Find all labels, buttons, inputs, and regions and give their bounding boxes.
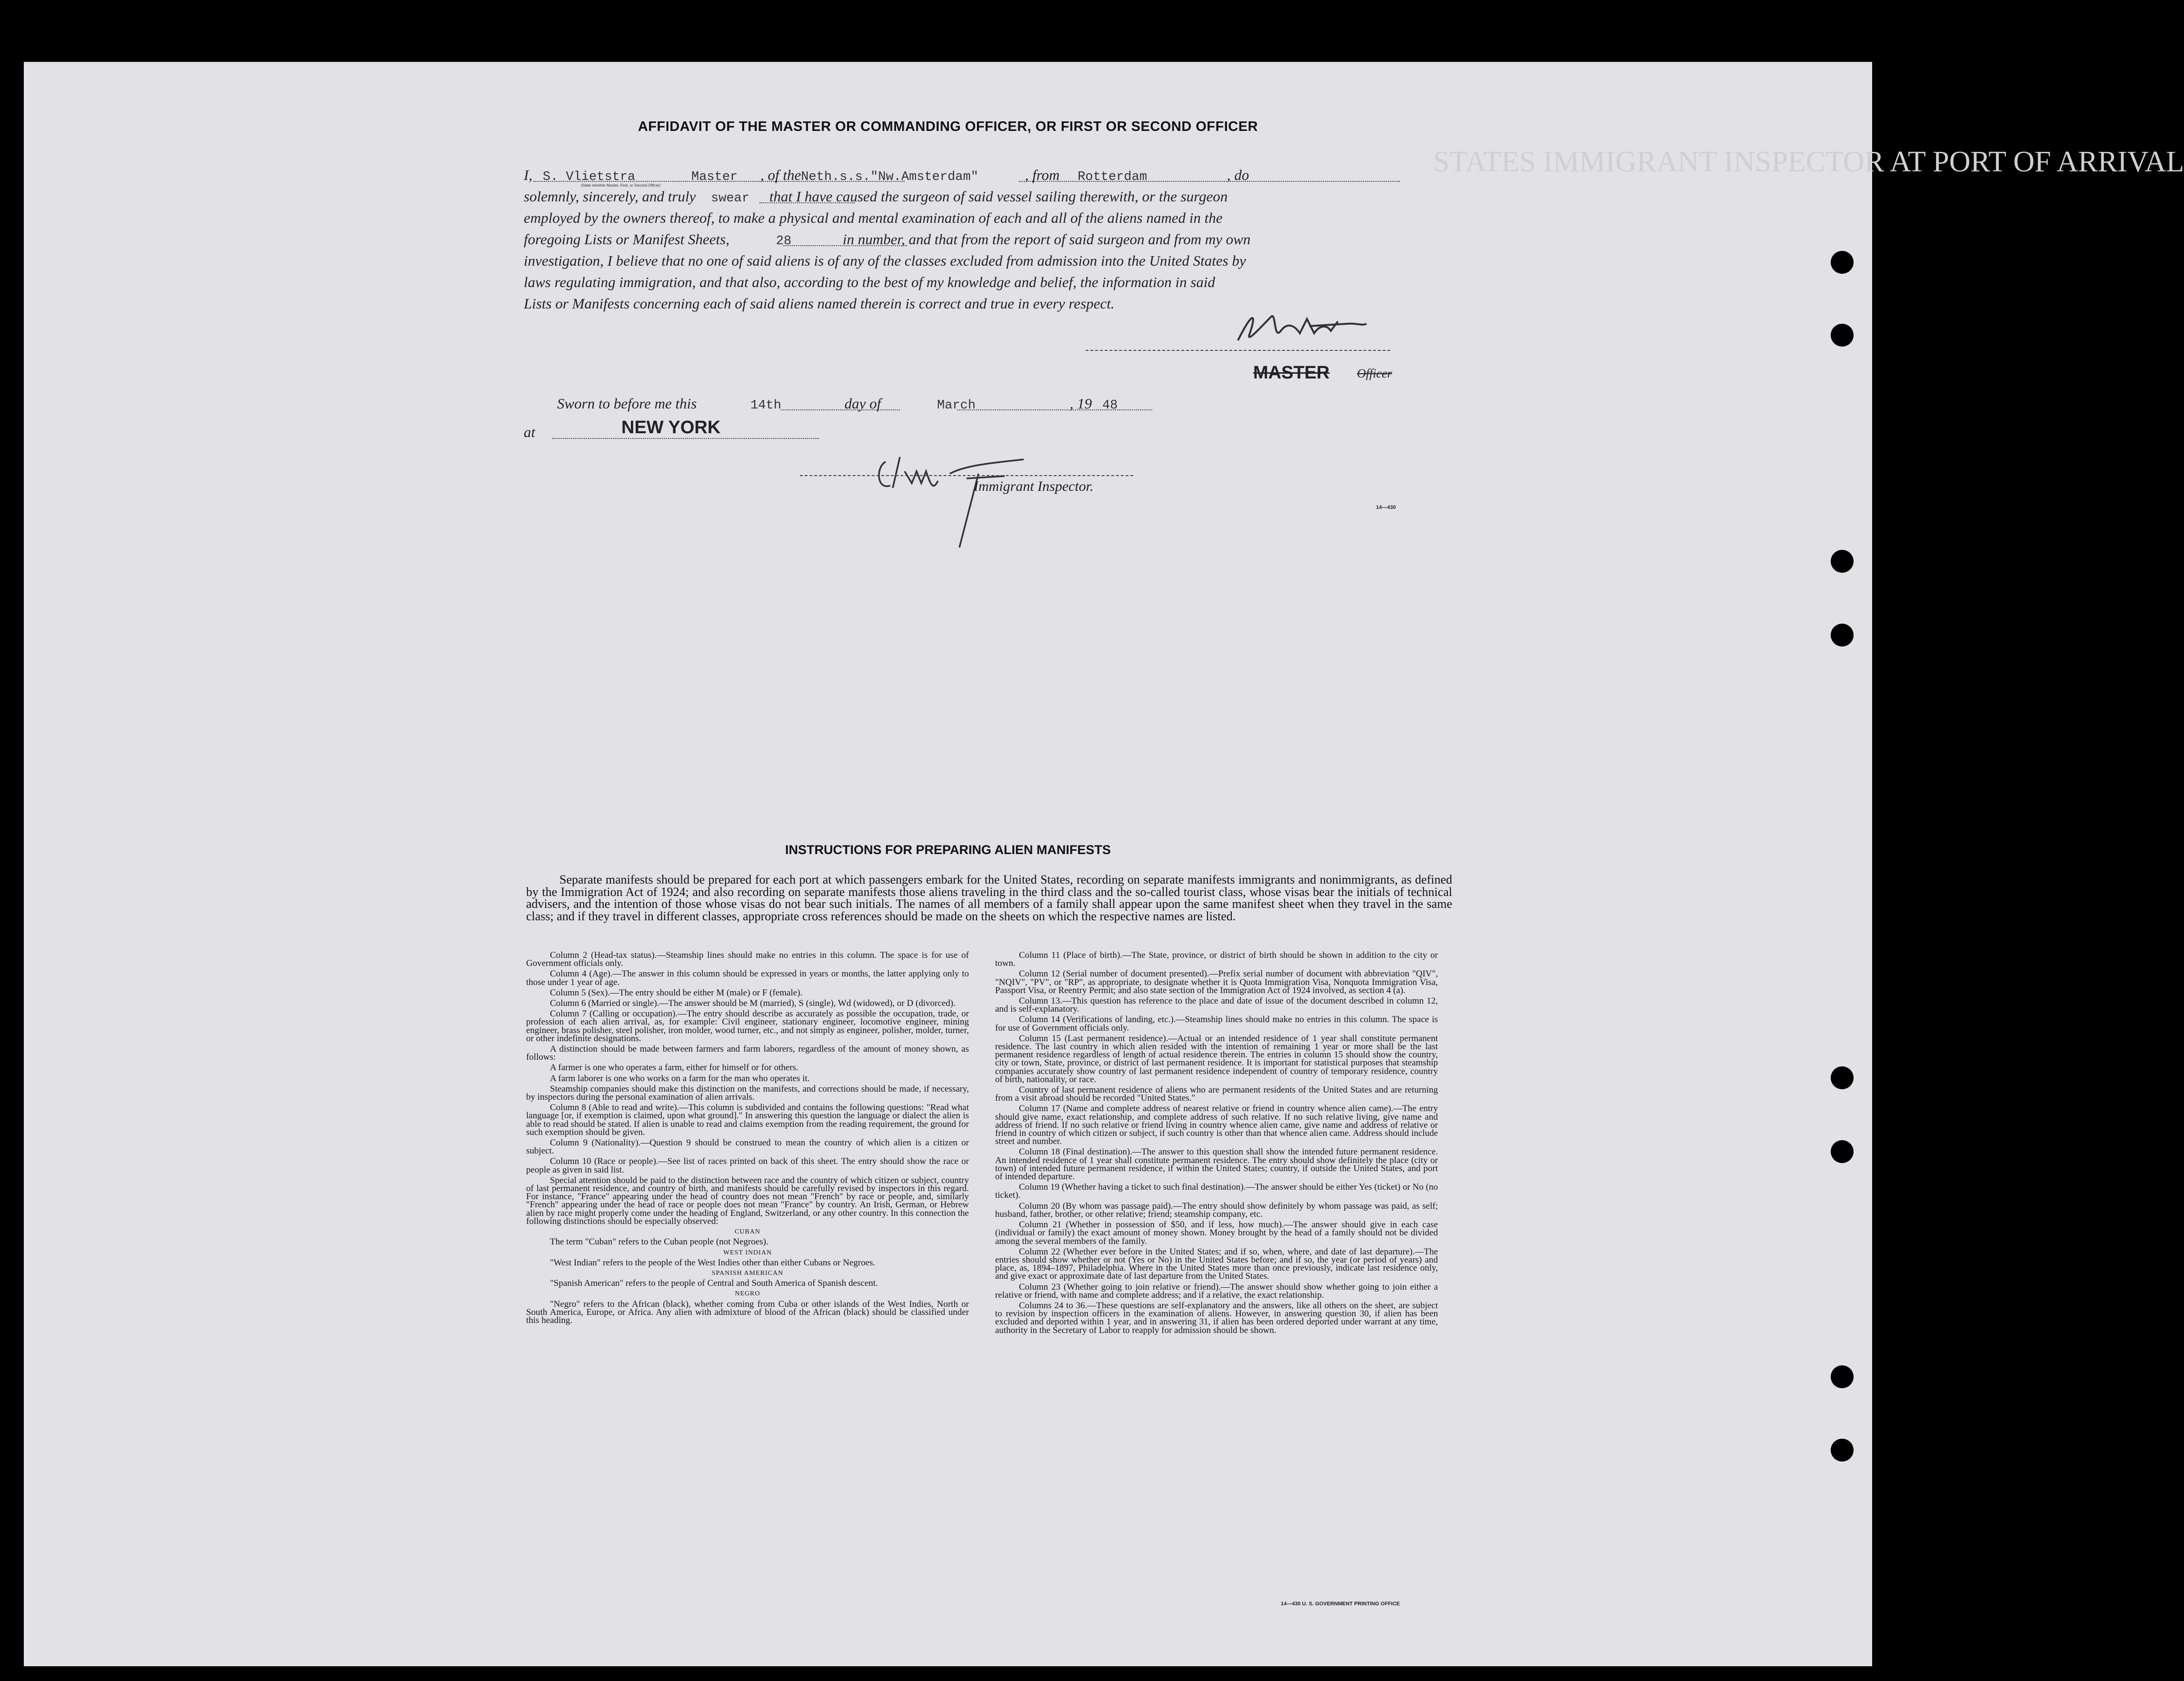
affidavit-line-7: Lists or Manifests concerning each of said aliens named therein is correct and true in every respect. [524,295,1115,312]
instruction-paragraph: Steamship companies should make this distinction on the manifests, and corrections should be made, if necessary, by inspectors during the personal examination of alien arrivals. [526,1084,969,1103]
instruction-paragraph: Column 19 (Whether having a ticket to such final destination).—The answer should be either Yes (ticket) or No (no ticket). [995,1182,1438,1201]
sworn-year: 48 [1102,398,1118,413]
i-label: I, [524,167,533,183]
instruction-paragraph: A distinction should be made between farmers and farm laborers, regardless of the amount of money shown, as follows: [526,1044,969,1063]
sworn-text: Sworn to before me this [557,395,697,412]
master-signature [1224,307,1414,350]
instruction-paragraph: Column 20 (By whom was passage paid).—The entry should show definitely by whom passage was paid, as self; husband, father, brother, or other relative; friend; steamship company, etc. [995,1201,1438,1219]
instruction-paragraph: A farm laborer is one who works on a farm for the man who operates it. [550,1073,810,1084]
inspector-signature [867,438,1076,552]
instruction-paragraph: Column 17 (Name and complete address of nearest relative or friend in country whence alien came).—The entry should give name, exact relationship, and complete address of such relative. If no such relative living, give name and address of friend. If no such relative or friend living in country whence alien came, give name and address of relative or friend in country of which citizen or subject, if such country is other than that whence alien came. Address should include street and number. [995,1104,1438,1147]
oath-word: swear [711,191,750,206]
section-heading: NEGRO [735,1290,760,1298]
form-number: 14—430 [1376,505,1396,510]
instruction-paragraph: Column 2 (Head-tax status).—Steamship lines should make no entries in this column. The space is for use of Government officials only. [526,950,969,969]
punch-hole [1831,324,1854,347]
affidavit-line-3: employed by the owners thereof, to make a physical and mental examination of each and all of the aliens named in the [524,209,1223,226]
affidavit-line-4 [524,231,1452,249]
instruction-paragraph: Column 5 (Sex).—The entry should be either M (male) or F (female). [550,987,803,998]
sworn-month: March [937,398,976,413]
manifest-back-sheet [24,62,2184,1666]
instruction-paragraph: Column 10 (Race or people).—See list of races printed on back of this sheet. The entry should show the race or people as given in said list. [526,1156,969,1175]
instruction-paragraph: Column 11 (Place of birth).—The State, province, or district of birth should be shown in addition to the city or town. [995,950,1438,969]
instruction-paragraph: A farmer is one who operates a farm, either for himself or for others. [550,1063,798,1073]
at-label: at [524,424,536,440]
punch-hole [1831,624,1854,647]
officer-struck: Officer [1357,367,1392,380]
signature-strokes [1224,307,1414,350]
instruction-paragraph: Column 18 (Final destination).—The answer to this question shall show the intended future permanent residence. An intended residence of 1 year shall constitute permanent residence. The entry should show definitely the place (city or town) of intended future permanent residence, if within the United States; country, if outside the United States, and port of intended departure. [995,1147,1438,1182]
officer-name: S. Vlietstra [542,170,636,184]
count-blank [783,245,907,246]
sworn-day: 14th [750,398,781,413]
punch-hole [1831,1140,1854,1163]
instruction-paragraph: Column 14 (Verifications of landing, etc.).—Steamship lines should make no entries in this column. The space is for use of Government officials only. [995,1015,1438,1033]
vessel-name: Neth.s.s."Nw.Amsterdam" [801,170,978,184]
oath-blank [759,202,855,203]
port-blank [1019,181,1400,182]
instruction-paragraph: Column 12 (Serial number of document presented).—Prefix serial number of document with abbreviation "QIV", "NQIV", "PV", or "RP", as appropriate, to designate whether it is Quota Immigration Visa, Nonquota Immigration Visa, Passport Visa, or Reentry Permit; and also state section of the Immigration Act of 1924 involved, as section 4 (a). [995,969,1438,995]
instruction-paragraph: Column 8 (Able to read and write).—This column is subdivided and contains the following questions: "Read what language [or, if exemption is claimed, upon what ground]." In answering this question the language or dialect the alien is able to read should be stated. If alien is unable to read and claims exemption from the reading requirement, the ground for such exemption should be given. [526,1103,969,1137]
punch-hole [1831,550,1854,573]
affidavit-text: solemnly, sincerely, and truly [524,188,696,205]
section-heading: CUBAN [734,1228,760,1236]
instructions-title: INSTRUCTIONS FOR PREPARING ALIEN MANIFESTS [785,843,1111,857]
place-blank [552,438,819,439]
instruction-paragraph: Special attention should be paid to the distinction between race and the country of which citizen or subject, country of last permanent residence, and country of birth, and manifests should be carefully revised by inspectors in this regard. For instance, "France" appearing under the head of country does not mean "French" by race or people, and, similarly "French" appearing under the head of race or people does not mean "France" by country. An Irish, German, or Hebrew alien by race might properly come under the heading of England, Switzerland, or any other country. In this connection the following distinctions should be especially observed: [526,1175,969,1226]
punch-hole [1831,1439,1854,1462]
sheet-count: 28 [776,234,792,249]
instruction-paragraph: Columns 24 to 36.—These questions are self-explanatory and the answers, like all others on the sheet, are subject to revision by inspection officers in the examination of aliens. However, in answering question 30, if alien has been excluded and deported within 1 year, and in answering 31, if alien has been ordered deported under warrant at any time, authority in the Secretary of Labor to reapply for admission should be shown. [995,1300,1438,1335]
instructions-left-column [526,951,969,1327]
of-the-label: , of the [760,167,801,183]
instructions-footer: 14—430 U. S. GOVERNMENT PRINTING OFFICE [1281,1601,1400,1607]
affidavit-text: that I have caused the surgeon of said vessel sailing therewith, or the surgeon [769,188,1228,205]
instruction-paragraph: The term "Cuban" refers to the Cuban people (not Negroes). [550,1237,768,1247]
instruction-paragraph: "Spanish American" refers to the people of Central and South America of Spanish descent. [550,1278,878,1289]
inspector-signature-strokes [867,438,1076,552]
punch-hole [1831,1066,1854,1089]
instructions-intro: Separate manifests should be prepared for each port at which passengers embark for the United States, recording on separate manifests immigrants and nonimmigrants, as defined by the Immigration Act of 1924; and also recording on separate manifests those aliens traveling in the third class and the so-called tourist class, whose visas bear the initials of technical advisers, and the intention of those whose visas do not bear such initials. The names of all members of a family shall appear upon the same manifest sheet when they travel in the same class; and if they travel in different classes, appropriate cross references should be made on the sheets on which the respective names are listed. [526,873,1452,923]
day-blank [781,409,900,410]
section-heading: WEST INDIAN [723,1249,772,1256]
affidavit-line-2 [524,188,1452,206]
affidavit-title: AFFIDAVIT OF THE MASTER OR COMMANDING OFFICER, OR FIRST OR SECOND OFFICER [638,119,1258,134]
month-blank [957,409,1152,410]
affidavit-line-5: investigation, I believe that no one of said aliens is of any of the classes excluded from admission into the United States by [524,252,1246,269]
affidavit-text: in number, and that from the report of said surgeon and from my own [842,231,1251,248]
day-of-text: day of [844,395,881,412]
instruction-paragraph: Column 22 (Whether ever before in the United States; and if so, when, where, and date of last departure).—The entries should show whether or not (Yes or No) in the United States before; and if so, the year (or period of years) and place, as, 1894–1897, Philadelphia. Where in the United States more than once previously, indicate last residence only, and give exact or approximate date of last departure from the United States. [995,1246,1438,1282]
master-stamp [1253,363,1329,383]
instruction-paragraph: Column 23 (Whether going to join relative or friend).—The answer should show whether going to join either a relative or friend, with name and complete address; and if a relative, the exact relationship. [995,1282,1438,1300]
instruction-paragraph: Column 13.—This question has reference to the place and date of issue of the document described in column 12, and is self-explanatory. [995,996,1438,1015]
departure-port: Rotterdam [1077,170,1147,184]
instruction-paragraph: "Negro" refers to the African (black), whether coming from Cuba or other islands of the West Indies, North or South America, Europe, or Africa. Any alien with admixture of blood of the African (black) should be classified under this heading. [526,1299,969,1325]
from-label: , from [1025,167,1060,183]
master-stamp-text: MASTER [1253,363,1330,383]
officer-rank: Master [691,170,738,184]
master-signature-line [1086,350,1390,351]
section-heading: SPANISH AMERICAN [711,1269,784,1277]
bleed-through-text: STATES IMMIGRANT INSPECTOR AT PORT OF ARRIVAL [1433,146,2184,178]
instructions-right-column [995,951,1438,1337]
affidavit-line-6: laws regulating immigration, and that also, according to the best of my knowledge and belief, the information in said [524,274,1216,290]
instruction-paragraph: Column 4 (Age).—The answer in this column should be expressed in years or months, the latter applying only to those under 1 year of age. [526,969,969,987]
sworn-place: NEW YORK [621,418,721,438]
inspector-title: Immigrant Inspector. [974,478,1094,494]
instruction-paragraph: Column 7 (Calling or occupation).—The entry should describe as accurately as possible the occupation, trade, or profession of each alien arrival, as, for example: Civil engineer, stationary engineer, locomotive engineer, mining engineer, brass polisher, steel polisher, iron molder, wood turner, etc., and not simply as engineer, polisher, molder, turner, or other indefinite designations. [526,1009,969,1044]
instruction-paragraph: Column 15 (Last permanent residence).—Actual or an intended residence of 1 year shall constitute permanent residence. The last country in which alien resided with the intention of remaining 1 year or more shall be the last permanent residence regardless of length of actual residence therein. The entries in column 15 should show the country, city or town, State, province, or district of last permanent residence. It is important for statistical purposes that steamship companies accurately show country of last permanent residence independent of country of temporary residence, country of birth, nationality, or race. [995,1033,1438,1084]
officer-blank [533,181,905,182]
instruction-paragraph: Country of last permanent residence of aliens who are permanent residents of the United States and are returning from a visit abroad should be recorded "United States." [995,1085,1438,1104]
year-prefix: , 19 [1069,395,1092,412]
instruction-paragraph: Column 9 (Nationality).—Question 9 should be construed to mean the country of which alien is a citizen or subject. [526,1138,969,1156]
instruction-paragraph: "West Indian" refers to the people of the West Indies other than either Cubans or Negroes. [550,1257,876,1268]
instruction-paragraph: Column 21 (Whether in possession of $50, and if less, how much).—The answer should give in each case (individual or family) the exact amount of money shown. Money brought by the head of a family should not be divided among the several members of the family. [995,1220,1438,1246]
affidavit-text: foregoing Lists or Manifest Sheets, [524,231,729,248]
inspector-signature-line [800,475,1133,476]
do-label: , do [1227,167,1249,183]
punch-hole [1831,1365,1854,1388]
rank-note: (State whether Master, First, or Second Officer) [581,183,661,188]
punch-hole [1831,251,1854,274]
instruction-paragraph: Column 6 (Married or single).—The answer should be M (married), S (single), Wd (widowed), or D (divorced). [550,998,956,1009]
